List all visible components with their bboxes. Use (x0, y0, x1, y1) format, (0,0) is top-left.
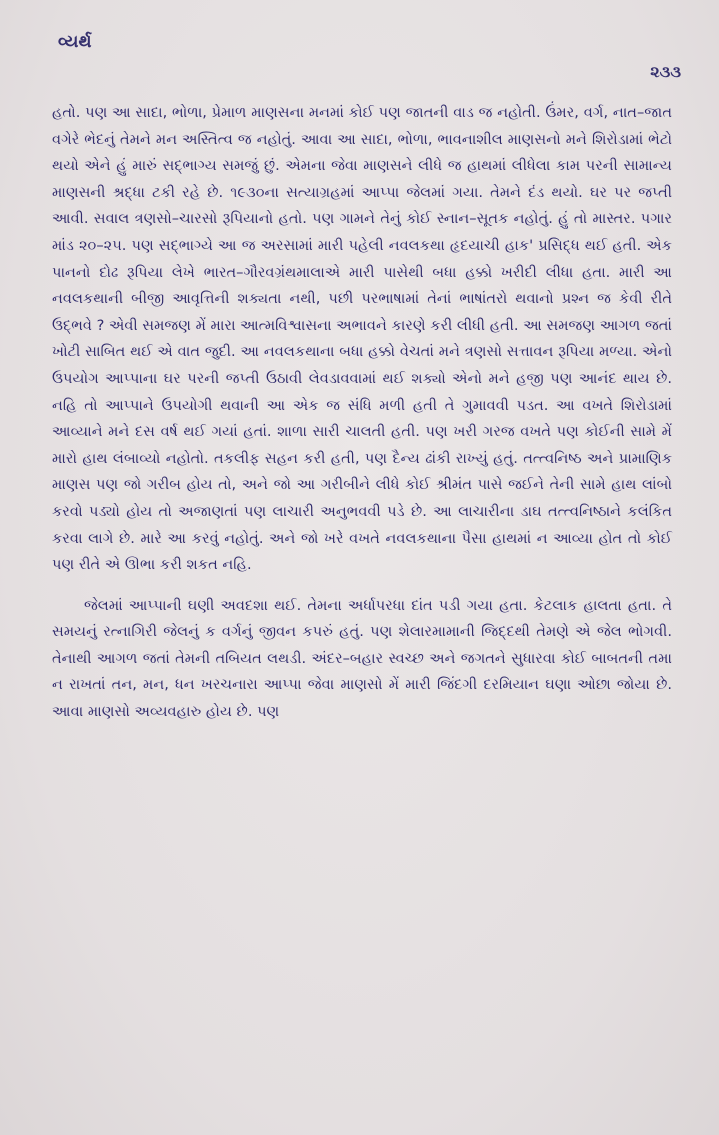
paragraph: જેલમાં આપ્પાની ઘણી અવદશા થઈ. તેમના અર્ધાપરધા દાંત પડી ગયા હતા. કેટલાક હાલતા હતા. તે સમયનું રત્નાગિરી જેલનું ક વર્ગનું જીવન કપરું હતું. પણ શેલારમામાની જિદ્દથી તેમણે એ જેલ ભોગવી. તેનાથી આગળ જતાં તેમની તબિયત લથડી. અંદર–બહાર સ્વચ્છ અને જગતને સુધારવા કોઈ બાબતની તમા ન રાખતાં તન, મન, ધન ખરચનારા આપ્પા જેવા માણસો મેં મારી જિંદગી દરમિયાન ઘણા ઓછા જોયા છે. આવા માણસો અવ્યવહારુ હોય છે. પણ (52, 596, 672, 721)
page-number: ૨૩૩ (650, 62, 681, 81)
running-head: વ્યર્થ (58, 32, 92, 52)
body-text (52, 100, 672, 726)
paragraph: હતો. પણ આ સાદા, ભોળા, પ્રેમાળ માણસના મનમાં કોઈ પણ જાતની વાડ જ નહોતી. ઉંમર, વર્ગ, નાત–જાત વગેરે ભેદનું તેમને મન અસ્તિત્વ જ નહોતું. આવા આ સાદા, ભોળા, ભાવનાશીલ માણસનો મને શિરોડામાં ભેટો થયો એને હું મારું સદ્ભાગ્ય સમજું છું. એમના જેવા માણસને લીધે જ હાથમાં લીધેલા કામ પરની સામાન્ય માણસની શ્રદ્ધા ટકી રહે છે. ૧૯૩૦ના સત્યાગ્રહમાં આપ્પા જેલમાં ગયા. તેમને દંડ થયો. ઘર પર જપ્તી આવી. સવાલ ત્રણસો–ચારસો રૂપિયાનો હતો. પણ ગામને તેનું કોઈ સ્નાન–સૂતક નહોતું. હું તો માસ્તર. પગાર માંડ ૨૦–૨૫. પણ સદ્ભાગ્યે આ જ અરસામાં મારી પહેલી નવલકથા હૃદયાચી હાક' પ્રસિદ્ધ થઈ હતી. એક પાનનો દોઢ રૂપિયા લેખે ભારત–ગૌરવગ્રંથમાલાએ મારી પાસેથી બધા હક્કો ખરીદી લીધા હતા. મારી આ નવલકથાની બીજી આવૃત્તિની શક્યતા નથી, પછી પરભાષામાં તેનાં ભાષાંતરો થવાનો પ્રશ્ન જ કેવી રીતે ઉદ્ભવે ? એવી સમજણ મેં મારા આત્મવિશ્વાસના અભાવને કારણે કરી લીધી હતી. આ સમજણ આગળ જતાં ખોટી સાબિત થઈ એ વાત જુદી. આ નવલકથાના બધા હક્કો વેચતાં મને ત્રણસો સત્તાવન રૂપિયા મળ્યા. એનો ઉપયોગ આપ્પાના ઘર પરની જપ્તી ઉઠાવી લેવડાવવામાં થઈ શક્યો એનો મને હજી પણ આનંદ થાય છે. નહિ તો આપ્પાને ઉપયોગી થવાની આ એક જ સંધિ મળી હતી તે ગુમાવવી પડત. આ વખતે શિરોડામાં આવ્યાને મને દસ વર્ષ થઈ ગયાં હતાં. શાળા સારી ચાલતી હતી. પણ ખરી ગરજ વખતે પણ કોઈની સામે મેં મારો હાથ લંબાવ્યો નહોતો. તકલીફ સહન કરી હતી, પણ દૈન્ય ઢાંકી રાખ્યું હતું. તત્ત્વનિષ્ઠ અને પ્રામાણિક માણસ પણ જો ગરીબ હોય તો, અને જો આ ગરીબીને લીધે કોઈ શ્રીમંત પાસે જઈને તેની સામે હાથ લાંબો કરવો પડ્યો હોય તો અજાણતાં પણ લાચારી અનુભવવી પડે છે. આ લાચારીના ડાઘ તત્ત્વનિષ્ઠાને કલંકિત કરવા લાગે છે. મારે આ કરવું નહોતું. અને જો ખરે વખતે નવલકથાના પૈસા હાથમાં ન આવ્યા હોત તો કોઈ પણ રીતે એ ઊભા કરી શકત નહિ. (52, 104, 672, 574)
